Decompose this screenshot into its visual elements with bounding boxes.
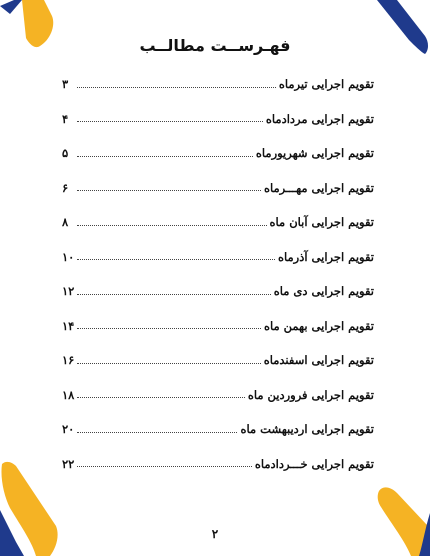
- toc-entry-label: تقویم اجرایی خـــردادماه: [254, 456, 374, 471]
- toc-entry-page: ۶: [62, 180, 69, 195]
- toc-entry: [62, 378, 374, 413]
- toc-dot-leader: [77, 466, 252, 467]
- toc-dot-leader: [77, 328, 261, 329]
- toc-entry-label: تقویم اجرایی آبان ماه: [269, 215, 374, 230]
- toc-dot-leader: [77, 190, 261, 191]
- toc-entry: [62, 240, 374, 275]
- toc-entry: [62, 171, 374, 206]
- page-title: فهـرســت مطالــب: [139, 36, 291, 55]
- toc-entry: [62, 102, 374, 137]
- toc-entry-label: تقویم اجرایی شهریورماه: [255, 146, 374, 161]
- toc-dot-leader: [77, 121, 263, 122]
- toc-entry-label: تقویم اجرایی اردیبهشت ماه: [240, 422, 374, 437]
- toc-entry-page: ۱۴: [62, 318, 75, 333]
- toc-entry-page: ۱۶: [62, 353, 75, 368]
- toc-dot-leader: [77, 156, 253, 157]
- toc-entry-label: تقویم اجرایی اسفندماه: [263, 353, 374, 368]
- toc-entry: [62, 67, 374, 102]
- toc-entry-label: تقویم اجرایی آذرماه: [277, 249, 374, 264]
- toc-entry-page: ۱۲: [62, 284, 75, 299]
- toc-dot-leader: [77, 432, 237, 433]
- toc-entry: [62, 412, 374, 447]
- toc-entry-page: ۱۰: [62, 249, 75, 264]
- toc-dot-leader: [77, 225, 267, 226]
- toc-entry-page: ۳: [62, 77, 69, 92]
- toc-entry-page: ۵: [62, 146, 69, 161]
- toc-dot-leader: [77, 259, 275, 260]
- toc-entry-label: تقویم اجرایی مردادماه: [265, 111, 374, 126]
- toc-entry-page: ۲۲: [62, 456, 75, 471]
- toc-entry: [62, 205, 374, 240]
- toc-entry-label: تقویم اجرایی مهـــرماه: [263, 180, 374, 195]
- toc-dot-leader: [77, 87, 276, 88]
- toc-dot-leader: [77, 294, 270, 295]
- toc-entry-page: ۴: [62, 111, 69, 126]
- toc-entry: [62, 447, 374, 482]
- toc-entry-page: ۸: [62, 215, 69, 230]
- toc-entry-label: تقویم اجرایی بهمن ماه: [263, 318, 374, 333]
- toc-entry: [62, 274, 374, 309]
- toc-entry: [62, 309, 374, 344]
- corner-decoration-bottom-left: [0, 456, 60, 556]
- toc-dot-leader: [77, 363, 260, 364]
- toc-entry-page: ۱۸: [62, 387, 75, 402]
- toc-dot-leader: [77, 397, 244, 398]
- toc-entry: [62, 343, 374, 378]
- corner-decoration-bottom-right: [375, 481, 430, 556]
- toc-entry-label: تقویم اجرایی تیرماه: [278, 77, 374, 92]
- toc-entry-page: ۲۰: [62, 422, 75, 437]
- page-number: ۲: [211, 527, 219, 541]
- toc-entry-label: تقویم اجرایی دی ماه: [273, 284, 374, 299]
- toc-entry-label: تقویم اجرایی فروردین ماه: [247, 387, 374, 402]
- table-of-contents: [62, 67, 374, 481]
- toc-entry: [62, 136, 374, 171]
